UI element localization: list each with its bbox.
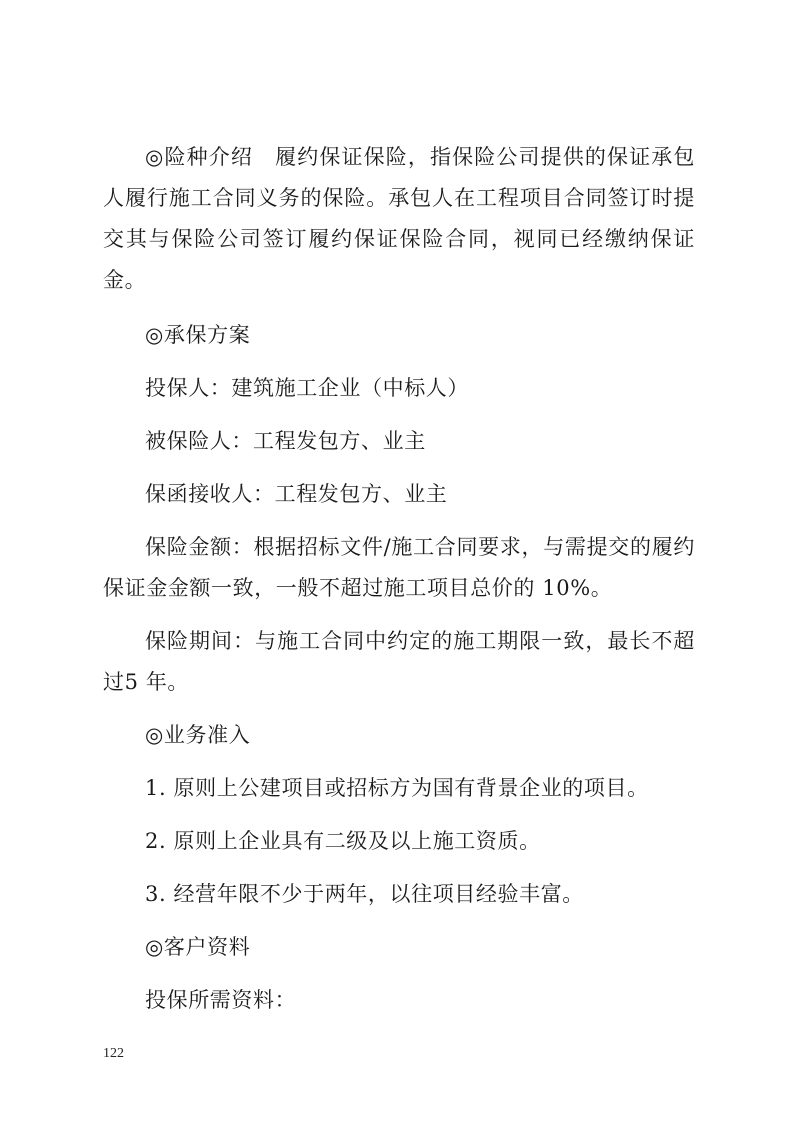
paragraph-insured: 被保险人：工程发包方、业主 [145, 429, 426, 453]
heading-underwriting-plan: ◎承保方案 [145, 323, 251, 347]
paragraph-insurance-period: 保险期间：与施工合同中约定的施工期限一致，最长不超过5 年。 [103, 629, 695, 694]
heading-client-materials: ◎客户资料 [145, 935, 251, 959]
paragraph-guarantee-recipient: 保函接收人：工程发包方、业主 [145, 482, 448, 506]
list-item-admission-2: 2. 原则上企业具有二级及以上施工资质。 [145, 829, 541, 853]
paragraph-required-materials: 投保所需资料： [145, 988, 297, 1012]
list-item-admission-1: 1. 原则上公建项目或招标方为国有背景企业的项目。 [145, 776, 649, 800]
document-body [103, 137, 695, 1021]
page-number: 122 [103, 1046, 124, 1061]
heading-business-admission: ◎业务准入 [145, 723, 251, 747]
paragraph-insured-amount: 保险金额：根据招标文件/施工合同要求，与需提交的履约保证金金额一致，一般不超过施工项目总价的 10%。 [103, 535, 695, 600]
paragraph-insurance-intro: ◎险种介绍 履约保证保险，指保险公司提供的保证承包人履行施工合同义务的保险。承包人在工程项目合同签订时提交其与保险公司签订履约保证保险合同，视同已经缴纳保证金。 [103, 145, 695, 292]
paragraph-policyholder: 投保人：建筑施工企业（中标人） [145, 376, 469, 400]
list-item-admission-3: 3. 经营年限不少于两年，以往项目经验丰富。 [145, 882, 584, 906]
